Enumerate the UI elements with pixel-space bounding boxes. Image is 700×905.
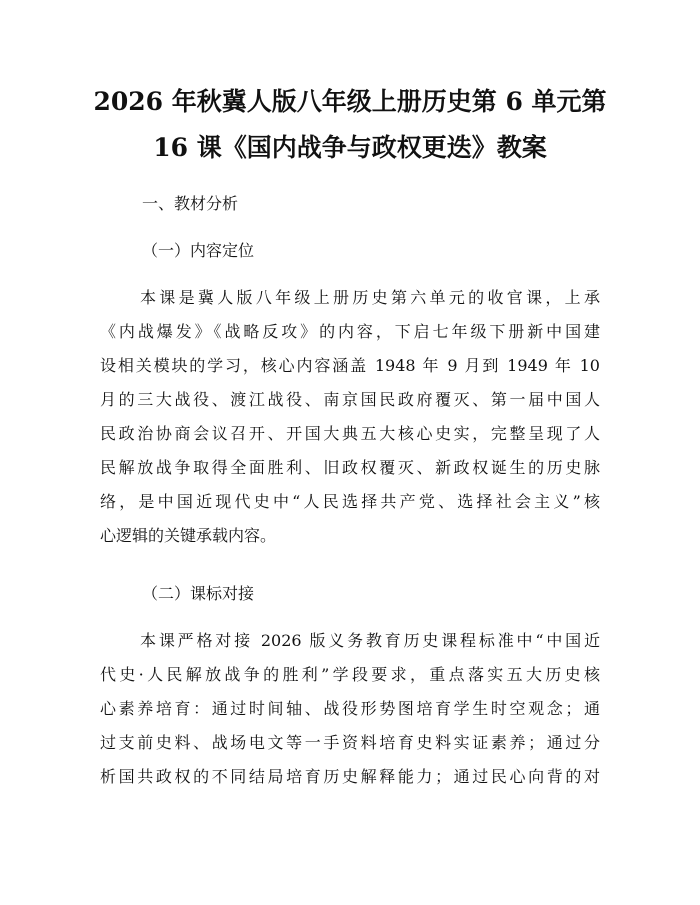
document-title-line-2: 16 课《国内战争与政权更迭》教案: [153, 133, 547, 162]
paragraph-line: 民政治协商会议召开、开国大典五大核心史实，完整呈现了人: [100, 424, 600, 443]
paragraph-line: 心素养培育：通过时间轴、战役形势图培育学生时空观念；通: [100, 699, 600, 718]
document-title-line-1: 2026 年秋冀人版八年级上册历史第 6 单元第: [93, 87, 607, 116]
section-heading-textbook-analysis: 一、教材分析: [142, 194, 239, 213]
paragraph-line: 设相关模块的学习，核心内容涵盖 1948 年 9 月到 1949 年 10: [100, 356, 600, 375]
paragraph-line: 月的三大战役、渡江战役、南京国民政府覆灭、第一届中国人: [100, 390, 600, 409]
paragraph-line: 本课严格对接 2026 版义务教育历史课程标准中“中国近: [140, 631, 600, 650]
paragraph-line: 本课是冀人版八年级上册历史第六单元的收官课，上承: [140, 288, 600, 307]
paragraph-line: 过支前史料、战场电文等一手资料培育史料实证素养；通过分: [100, 733, 600, 752]
subsection-heading-curriculum-alignment: （二）课标对接: [142, 584, 255, 603]
paragraph-line: 民解放战争取得全面胜利、旧政权覆灭、新政权诞生的历史脉: [100, 458, 600, 477]
paragraph-line: 心逻辑的关键承载内容。: [100, 526, 277, 545]
paragraph-line: 代史·人民解放战争的胜利”学段要求，重点落实五大历史核: [100, 665, 600, 684]
paragraph-line: 《内战爆发》《战略反攻》的内容，下启七年级下册新中国建: [100, 322, 600, 341]
subsection-heading-content-positioning: （一）内容定位: [142, 241, 255, 260]
paragraph-line: 络，是中国近现代史中“人民选择共产党、选择社会主义”核: [100, 492, 600, 511]
paragraph-line: 析国共政权的不同结局培育历史解释能力；通过民心向背的对: [100, 767, 600, 786]
